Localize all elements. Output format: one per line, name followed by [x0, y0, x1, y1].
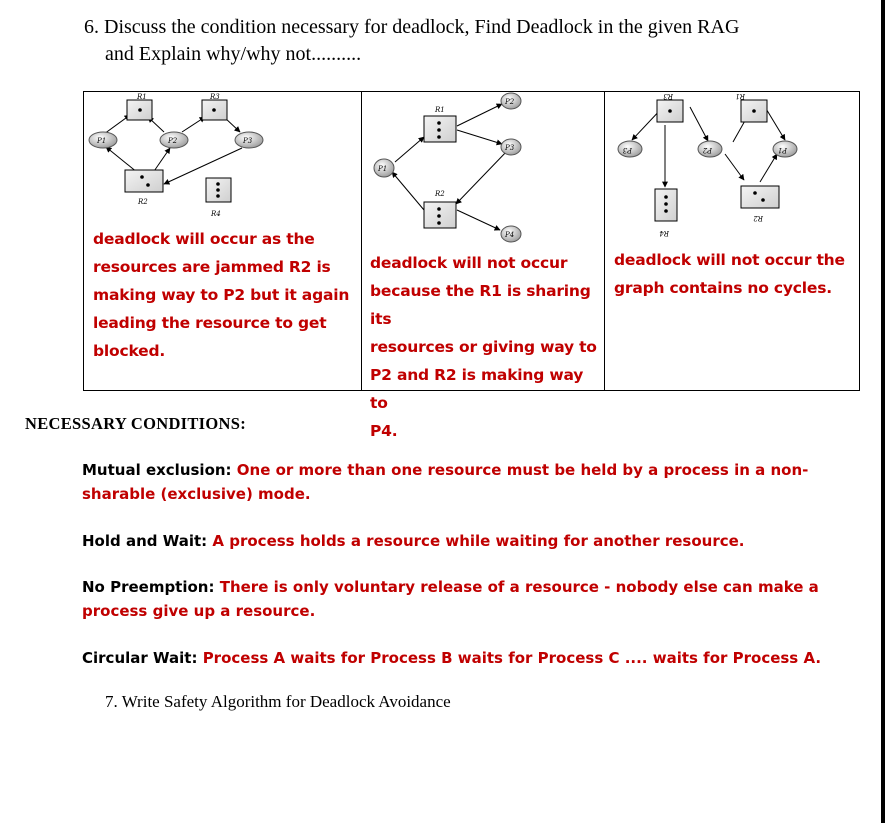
condition-hold-and-wait: Hold and Wait: A process holds a resource while waiting for another resource. [82, 532, 745, 550]
label-p1: P1 [777, 146, 787, 154]
label-p2: P2 [702, 146, 712, 154]
label-p3: P3 [243, 137, 253, 145]
label-r1: R1 [735, 92, 745, 100]
label-p3: P3 [505, 144, 515, 152]
resource-r2 [741, 186, 779, 208]
label-p2: P2 [505, 98, 515, 106]
label-r3: R3 [663, 92, 673, 100]
question-6-line2: and Explain why/why not.......... [105, 43, 362, 65]
caption-2: deadlock will not occur because the R1 is sharing its resources or giving way to P2 and R2 is making way to P4. [370, 254, 597, 440]
rag-diagram-3 [605, 92, 860, 242]
question-6 [84, 14, 864, 68]
label-r4: R4 [211, 210, 221, 218]
caption-1: deadlock will occur as the resources are jammed R2 is making way to P2 but it again leading the resource to get blocked. [93, 230, 350, 360]
label-r2: R2 [138, 198, 148, 206]
resource-r2 [125, 170, 163, 192]
label-r1: R1 [435, 106, 445, 114]
label-p3: P3 [622, 146, 632, 154]
page-edge [881, 0, 885, 823]
rag-diagram-2 [362, 92, 605, 252]
label-r2: R2 [435, 190, 445, 198]
necessary-conditions-title: NECESSARY CONDITIONS: [25, 414, 247, 433]
label-r4: R4 [659, 229, 669, 237]
label-r3: R3 [210, 93, 220, 101]
label-p1: P1 [378, 165, 388, 173]
label-r1: R1 [137, 93, 147, 101]
question-7: 7. Write Safety Algorithm for Deadlock Avoidance [105, 692, 451, 711]
rag-cell-1 [84, 92, 362, 391]
condition-mutual-exclusion: Mutual exclusion: One or more than one resource must be held by a process in a non-sharable (exclusive) mode. [82, 461, 809, 503]
caption-3: deadlock will not occur the graph contains no cycles. [614, 251, 845, 297]
rag-cell-3 [605, 92, 860, 391]
condition-no-preemption: No Preemption: There is only voluntary release of a resource - nobody else can make a process give up a resource. [82, 578, 819, 620]
label-p4: P4 [505, 231, 515, 239]
label-r2: R2 [753, 214, 763, 222]
rag-diagram-1 [84, 92, 360, 232]
condition-circular-wait: Circular Wait: Process A waits for Process B waits for Process C .... waits for Process A. [82, 649, 822, 667]
question-6-line1: 6. Discuss the condition necessary for deadlock, Find Deadlock in the given RAG [84, 16, 740, 38]
label-p2: P2 [168, 137, 178, 145]
rag-cell-2 [362, 92, 605, 440]
label-p1: P1 [97, 137, 107, 145]
